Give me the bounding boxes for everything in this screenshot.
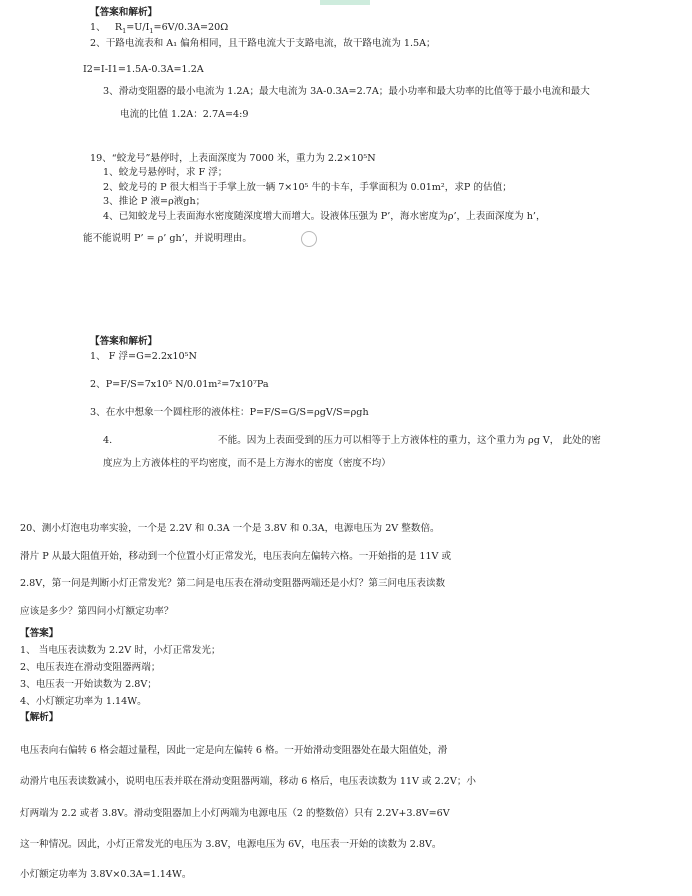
q19-answer-line-5: 度应为上方液体柱的平均密度，而不是上方海水的密度（密度不均） <box>103 458 391 469</box>
q20-line-3: 2.8V，第一问是判断小灯正常发光？第二问是电压表在滑动变阻器两端还是小灯？第三问电压表读数 <box>20 578 446 589</box>
q20-analysis-line-2: 动滑片电压表读数减小，说明电压表并联在滑动变阻器两端，移动 6 格后，电压表读数为 11V 或 2.2V；小 <box>20 776 477 787</box>
q19-answer-number-4: 4. <box>103 435 113 446</box>
q20-answer-line-1: 1、 当电压表读数为 2.2V 时，小灯正常发光； <box>20 645 221 656</box>
q19-line-6: 能不能说明 P’ = ρ’ gh’，并说明理由。 <box>83 233 252 244</box>
q18-answer-line-3: I2=I-I1=1.5A-0.3A=1.2A <box>83 64 204 75</box>
q20-analysis-line-1: 电压表向右偏转 6 格会超过量程，因此一定是向左偏转 6 格。一开始滑动变阻器处在最大阻值处，滑 <box>20 745 448 756</box>
q20-answer-header: 【答案】 <box>20 628 59 639</box>
q20-line-1: 20、测小灯泡电功率实验，一个是 2.2V 和 0.3A 一个是 3.8V 和 0.3A，电源电压为 2V 整数倍。 <box>20 523 440 534</box>
q18-answer-line-5: 电流的比值 1.2A：2.7A=4:9 <box>120 109 249 120</box>
q19-answer-line-4: 不能。因为上表面受到的压力可以相等于上方液体柱的重力，这个重力为 ρg V， 此处的密 <box>218 435 601 446</box>
q19-answer-line-3: 3、在水中想象一个圆柱形的液体柱：P=F/S=G/S=ρgV/S=ρgh <box>90 407 369 418</box>
q18-answer-line-2: 2、干路电流表和 A₁ 偏角相同，且干路电流大于支路电流，故干路电流为 1.5A； <box>90 38 436 49</box>
q19-line-4: 3、推论 P 液=ρ液gh； <box>103 196 206 207</box>
q18-line1-sub-1: 1 <box>122 26 127 35</box>
q19-answer-line-2: 2、P=F/S=7x10⁵ N/0.01m²=7x10⁷Pa <box>90 379 269 390</box>
q18-answer-line-4: 3、滑动变阻器的最小电流为 1.2A；最大电流为 3A-0.3A=2.7A；最小功率和最大功率的比值等于最小电流和最大 <box>103 86 590 97</box>
q19-answer-line-1: 1、 F 浮=G=2.2x10⁵N <box>90 351 197 362</box>
q20-analysis-line-5: 小灯额定功率为 3.8V×0.3A=1.14W。 <box>20 869 192 880</box>
q18-answer-header: 【答案和解析】 <box>90 7 158 18</box>
q20-answer-line-4: 4、小灯额定功率为 1.14W。 <box>20 696 147 707</box>
q20-analysis-line-4: 这一种情况。因此，小灯正常发光的电压为 3.8V，电源电压为 6V，电压表一开始的读数为 2.8V。 <box>20 839 442 850</box>
q19-line-3: 2、蛟龙号的 P 很大相当于手掌上放一辆 7×10⁵ 牛的卡车，手掌面积为 0.01m²，求P 的估值； <box>103 182 512 193</box>
q18-line1-number: 1、 <box>90 22 106 33</box>
q18-line1-ui: =U/I <box>126 22 150 33</box>
q20-analysis-header: 【解析】 <box>20 712 59 723</box>
q19-answer-header: 【答案和解析】 <box>90 336 158 347</box>
q18-answer-line-1 <box>90 22 228 34</box>
q19-line-2: 1、蛟龙号悬停时，求 F 浮； <box>103 167 228 178</box>
q20-analysis-line-3: 灯两端为 2.2 或者 3.8V。滑动变阻器加上小灯两端为电源电压（2 的整数倍）只有 2.2V+3.8V=6V <box>20 808 450 819</box>
q20-line-2: 滑片 P 从最大阻值开始，移动到一个位置小灯正常发光，电压表向左偏转六格。一开始指的是 11V 或 <box>20 551 452 562</box>
q18-line1-sub-2: 1 <box>149 26 154 35</box>
q18-line1-r: R <box>114 22 123 33</box>
q19-line-1: 19、“蛟龙号”悬停时，上表面深度为 7000 米，重力为 2.2×10⁵N <box>90 153 376 164</box>
q20-line-4: 应该是多少？第四问小灯额定功率？ <box>20 606 174 617</box>
q20-answer-line-2: 2、电压表连在滑动变阻器两端； <box>20 662 161 673</box>
q20-answer-line-3: 3、电压表一开始读数为 2.8V； <box>20 679 157 690</box>
q18-line1-result: =6V/0.3A=20Ω <box>153 22 229 33</box>
touch-marker-circle <box>301 231 317 247</box>
top-highlight-mark <box>320 0 370 5</box>
q19-line-5: 4、已知蛟龙号上表面海水密度随深度增大而增大。设液体压强为 P’，海水密度为ρ’，上表面深度为 h’， <box>103 211 546 222</box>
